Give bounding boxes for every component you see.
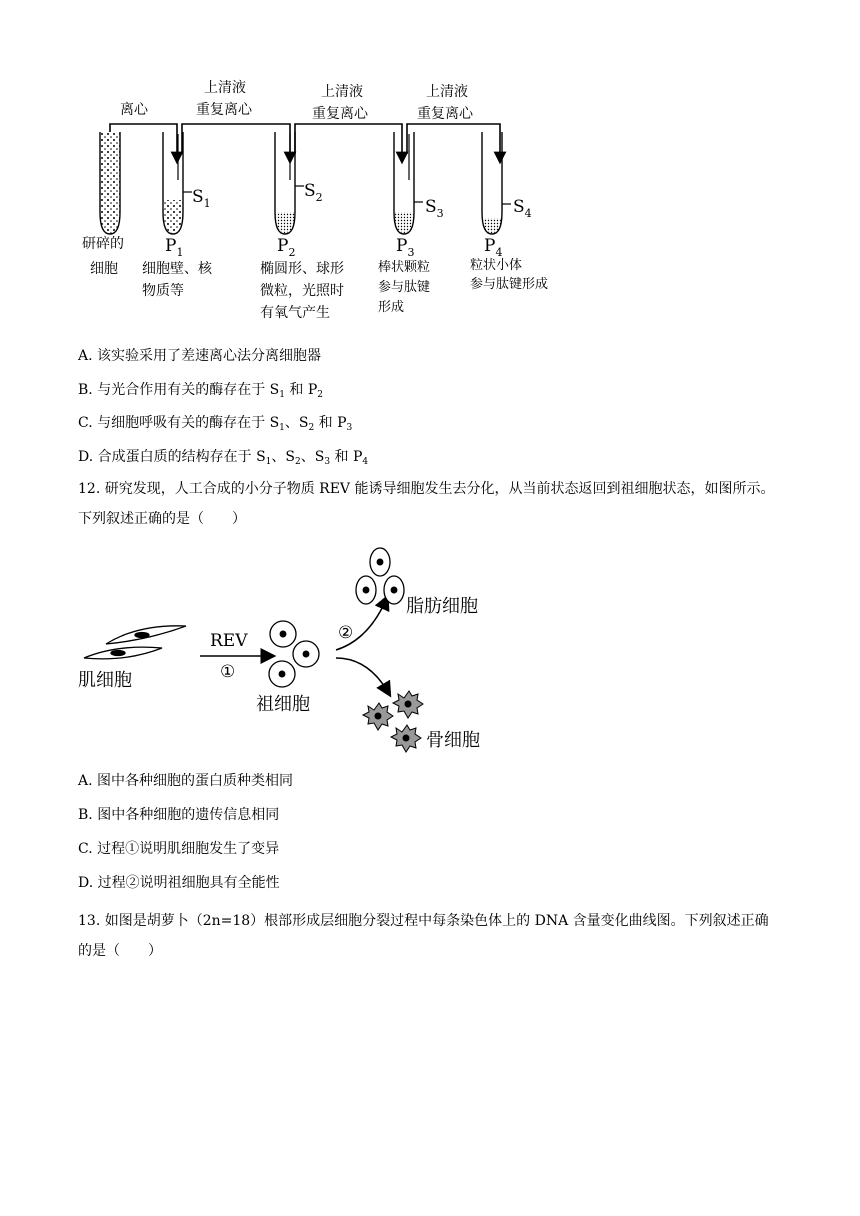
label-step-1: ① [220,662,236,682]
label-p1: P [165,236,177,256]
bone-cells [363,691,423,752]
svg-text:S3 [425,197,444,220]
q12-option-d[interactable] [78,873,280,893]
label-repeat-3: 重复离心 [417,106,473,122]
label-supernatant-1: 上清液 [204,80,246,96]
label-s2-sub: 2 [315,191,323,204]
tube-p3 [394,132,423,234]
q12-stem: 12. 研究发现，人工合成的小分子物质 REV 能诱导细胞发生去分化，从当前状态返回到祖细胞状态，如图所示。下列叙述正确的是（ ） [78,481,775,527]
label-p3: P [396,236,408,256]
svg-text:P4 [484,236,502,259]
label-supernatant-2: 上清液 [321,84,363,100]
fat-cells [356,548,404,604]
p4-desc-1: 粒状小体 [470,258,523,273]
q12-option-a-text: A. 图中各种细胞的蛋白质种类相同 [78,773,294,789]
q12-option-b[interactable] [78,805,279,825]
label-muscle-cell: 肌细胞 [78,670,132,691]
progenitor-cells [269,621,319,687]
p2-desc-2: 微粒，光照时 [260,283,344,299]
p3-desc-2: 参与肽键 [378,280,431,295]
p2-desc-3: 有氧气产生 [260,305,330,321]
svg-text:P3 [396,236,414,259]
tube-p4 [482,132,511,234]
q11-d-sep2: 、S [300,449,325,465]
q11-d-pre: D. 合成蛋白质的结构存在于 S [78,449,266,465]
label-step-2: ② [338,623,354,643]
label-repeat-1: 重复离心 [196,102,252,118]
tube-p1 [163,132,192,234]
q11-c-pre: C. 与细胞呼吸有关的酶存在于 S [78,415,280,431]
dedifferentiation-figure [78,540,498,762]
svg-text:S1 [192,187,211,210]
q11-b-sub2: 2 [317,390,324,400]
q11-c-mid: 和 P [314,415,347,431]
label-centrifuge: 离心 [120,102,148,118]
caption-ground-cells-1: 研碎的 [82,236,124,252]
q11-b-sub1: 1 [279,390,285,400]
q12-option-c[interactable] [78,839,279,859]
label-bone-cell: 骨细胞 [426,730,480,751]
q13-stem: 13. 如图是胡萝卜（2n=18）根部形成层细胞分裂过程中每条染色体上的 DNA 含量变化曲线图。下列叙述正确的是（ ） [78,913,769,959]
label-p3-sub: 3 [407,246,415,259]
label-repeat-2: 重复离心 [312,106,368,122]
label-p2: P [277,236,289,256]
q11-c-sub3: 3 [346,423,353,433]
q11-c-sub1: 1 [279,423,285,433]
label-progenitor-cell: 祖细胞 [256,694,310,715]
q11-option-a-text: A. 该实验采用了差速离心法分离细胞器 [78,348,322,364]
q11-d-sub2: 2 [295,457,301,467]
p3-desc-1: 棒状颗粒 [378,260,431,275]
centrifugation-figure [70,72,590,322]
q11-b-pre: B. 与光合作用有关的酶存在于 S [78,382,280,398]
muscle-cells [84,626,186,659]
transfer-lines [110,124,500,158]
q11-d-sub1: 1 [265,457,272,467]
label-s3: S [425,197,437,217]
q12-option-a[interactable] [78,771,293,791]
svg-text:P2 [277,236,295,259]
q11-c-sep1: 、S [284,415,309,431]
label-s1: S [192,187,204,207]
label-s3-sub: 3 [436,207,444,220]
q11-option-a[interactable] [78,346,321,366]
q11-c-sub2: 2 [308,423,315,433]
caption-ground-cells-2: 细胞 [90,261,118,277]
label-p4: P [484,236,496,256]
label-s4: S [513,197,525,217]
tube-p2 [275,132,304,234]
label-s4-sub: 4 [524,207,532,220]
tube-ground-cells [100,132,120,234]
q11-d-mid: 和 P [330,449,363,465]
p4-desc-2: 参与肽键形成 [470,277,549,292]
label-p4-sub: 4 [495,246,503,259]
p3-desc-3: 形成 [378,300,405,315]
q11-d-sub3: 3 [324,457,331,467]
p1-desc-1: 细胞壁、核 [142,261,212,277]
q11-option-d[interactable] [78,447,368,472]
label-fat-cell: 脂肪细胞 [406,596,478,617]
q12-option-b-text: B. 图中各种细胞的遗传信息相同 [78,807,280,823]
q12-option-c-text: C. 过程①说明肌细胞发生了变异 [78,841,280,857]
label-s2: S [304,181,316,201]
q11-d-sep1: 、S [271,449,295,465]
q11-option-b[interactable] [78,380,323,405]
q12-option-d-text: D. 过程②说明祖细胞具有全能性 [78,875,280,891]
p1-desc-2: 物质等 [142,283,184,299]
svg-text:S4 [513,197,532,220]
q11-b-mid: 和 P [284,382,318,398]
label-supernatant-3: 上清液 [426,84,468,100]
p2-desc-1: 椭圆形、球形 [260,261,344,277]
svg-text:P1 [165,236,183,259]
label-rev: REV [210,631,248,651]
label-p1-sub: 1 [176,246,184,259]
q11-d-sub4: 4 [362,457,369,467]
label-p2-sub: 2 [288,246,296,259]
q11-option-c[interactable] [78,413,352,438]
svg-text:S2 [304,181,323,204]
label-s1-sub: 1 [203,197,211,210]
